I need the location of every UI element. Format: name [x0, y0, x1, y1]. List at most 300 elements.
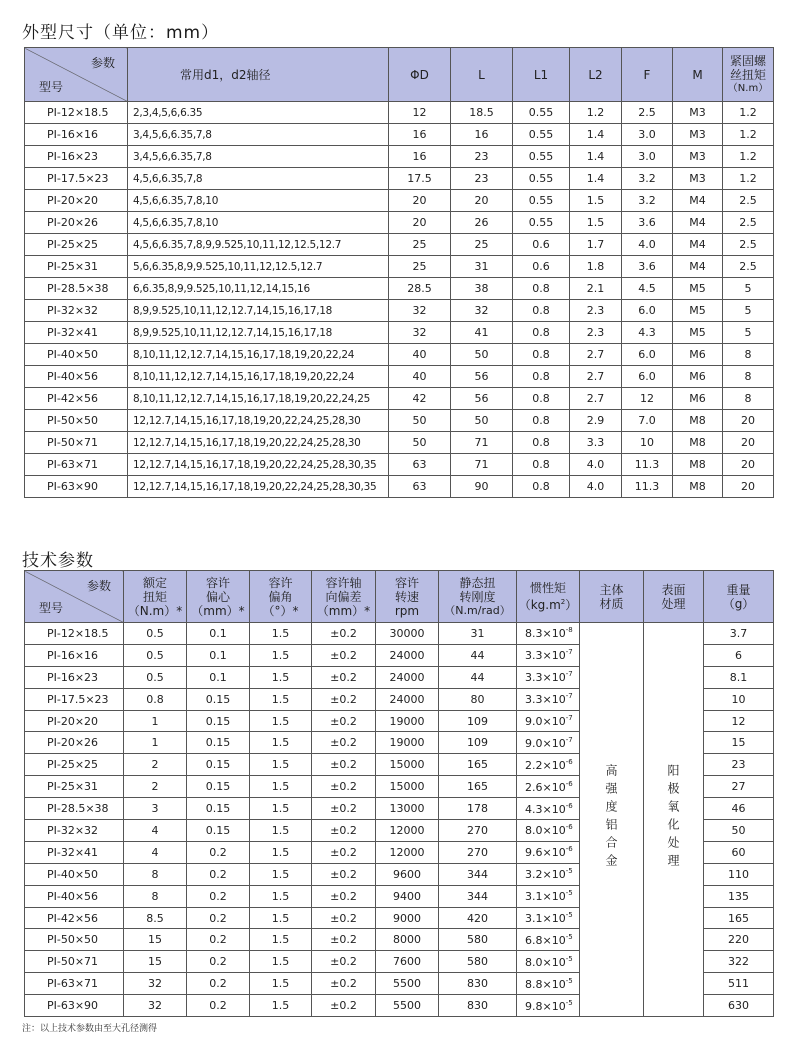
- stiffness-cell: 580: [439, 929, 517, 951]
- stiffness-cell: 830: [439, 973, 517, 995]
- axial-cell: ±0.2: [312, 885, 376, 907]
- eccentricity-cell: 0.2: [187, 973, 250, 995]
- f-cell: 3.0: [622, 124, 673, 146]
- l1-cell: 0.8: [513, 366, 570, 388]
- model-cell: PI-50×71: [25, 432, 128, 454]
- inertia-exponent: -6: [565, 823, 573, 832]
- stiffness-cell: 165: [439, 776, 517, 798]
- axial-cell: ±0.2: [312, 710, 376, 732]
- l2-cell: 1.8: [570, 256, 622, 278]
- inertia-exponent: -7: [565, 670, 573, 679]
- param-model-header: [25, 48, 128, 102]
- f-cell: 6.0: [622, 344, 673, 366]
- eccentricity-header: [187, 571, 250, 623]
- spec-table: [24, 47, 774, 498]
- bore-cell: 12,12.7,14,15,16,17,18,19,20,22,24,25,28,30,35: [128, 476, 389, 498]
- torque-cell: 1.2: [723, 102, 774, 124]
- inertia-cell: [517, 798, 580, 820]
- m-cell: M8: [673, 476, 723, 498]
- axial-cell: ±0.2: [312, 863, 376, 885]
- angle-cell: 1.5: [250, 885, 312, 907]
- rated-torque-cell: 4: [124, 841, 187, 863]
- angle-cell: 1.5: [250, 820, 312, 842]
- l-cell: 38: [451, 278, 513, 300]
- model-cell: PI-50×50: [25, 929, 124, 951]
- param-label: 参数: [86, 579, 111, 593]
- model-cell: PI-20×20: [25, 710, 124, 732]
- bore-cell: 4,5,6,6.35,7,8: [128, 168, 389, 190]
- inertia-exponent: -6: [565, 757, 573, 766]
- rated-torque-cell: 32: [124, 995, 187, 1017]
- spec-row: [25, 212, 774, 234]
- spec-row: [25, 454, 774, 476]
- bore-cell: 5,6,6.35,8,9,9.525,10,11,12,12.5,12.7: [128, 256, 389, 278]
- torque-cell: 5: [723, 300, 774, 322]
- angle-cell: 1.5: [250, 951, 312, 973]
- l1-cell: 0.8: [513, 300, 570, 322]
- model-cell: PI-32×32: [25, 300, 128, 322]
- stiffness-cell: 830: [439, 995, 517, 1017]
- model-cell: PI-20×20: [25, 190, 128, 212]
- eccentricity-cell: 0.15: [187, 820, 250, 842]
- surface-line1: 表面: [661, 582, 686, 597]
- torque-cell: 20: [723, 410, 774, 432]
- bore-cell: 8,9,9.525,10,11,12,12.7,14,15,16,17,18: [128, 300, 389, 322]
- stiffness-cell: 44: [439, 644, 517, 666]
- l1-cell: 0.55: [513, 102, 570, 124]
- f-cell: 3.2: [622, 190, 673, 212]
- phid-cell: 20: [389, 190, 451, 212]
- weight-cell: 630: [704, 995, 774, 1017]
- l1-cell: 0.8: [513, 344, 570, 366]
- phid-cell: 50: [389, 410, 451, 432]
- speed-cell: 9400: [376, 885, 439, 907]
- m-cell: M4: [673, 256, 723, 278]
- footnote: 注：以上技术参数由至大孔径测得: [22, 1024, 158, 1034]
- phid-cell: 32: [389, 300, 451, 322]
- torque-cell: 8: [723, 344, 774, 366]
- rated-torque-line3: （N.m）*: [127, 603, 183, 618]
- speed-cell: 8000: [376, 929, 439, 951]
- f-cell: 4.3: [622, 322, 673, 344]
- weight-cell: 165: [704, 907, 774, 929]
- speed-cell: 9600: [376, 863, 439, 885]
- stiffness-cell: 178: [439, 798, 517, 820]
- inertia-base: 3.1×10: [525, 912, 566, 926]
- speed-line1: 容许: [394, 575, 419, 590]
- axial-cell: ±0.2: [312, 995, 376, 1017]
- weight-line1: 重量: [726, 582, 751, 597]
- stiffness-line2: 转刚度: [459, 589, 496, 604]
- angle-cell: 1.5: [250, 688, 312, 710]
- speed-cell: 24000: [376, 666, 439, 688]
- speed-line3: rpm: [394, 603, 420, 618]
- model-cell: PI-63×71: [25, 973, 124, 995]
- inertia-exponent: -7: [565, 692, 573, 701]
- rated-torque-line1: 额定: [142, 575, 167, 590]
- l-cell: 41: [451, 322, 513, 344]
- weight-line2: （g）: [722, 596, 755, 611]
- m-cell: M8: [673, 410, 723, 432]
- spec-row: [25, 432, 774, 454]
- f-cell: 3.0: [622, 146, 673, 168]
- l1-cell: 0.8: [513, 410, 570, 432]
- spec-row: [25, 256, 774, 278]
- axial-cell: ±0.2: [312, 907, 376, 929]
- phid-cell: 40: [389, 366, 451, 388]
- l1-cell: 0.6: [513, 234, 570, 256]
- speed-cell: 5500: [376, 995, 439, 1017]
- model-label: 型号: [39, 80, 64, 94]
- rated-torque-cell: 8: [124, 885, 187, 907]
- surface-cell: [644, 623, 704, 1017]
- inertia-base: 8.0×10: [525, 824, 566, 838]
- bore-cell: 4,5,6,6.35,7,8,10: [128, 212, 389, 234]
- spec-row: [25, 234, 774, 256]
- weight-cell: 3.7: [704, 623, 774, 645]
- param-label: 参数: [90, 56, 115, 70]
- phid-cell: 20: [389, 212, 451, 234]
- rated-torque-cell: 8.5: [124, 907, 187, 929]
- rated-torque-cell: 15: [124, 951, 187, 973]
- inertia-exponent: -5: [565, 998, 573, 1007]
- bore-cell: 12,12.7,14,15,16,17,18,19,20,22,24,25,28,30,35: [128, 454, 389, 476]
- model-cell: PI-42×56: [25, 388, 128, 410]
- torque-cell: 1.2: [723, 124, 774, 146]
- angle-cell: 1.5: [250, 798, 312, 820]
- l2-cell: 2.1: [570, 278, 622, 300]
- f-cell: 4.0: [622, 234, 673, 256]
- model-cell: PI-16×16: [25, 124, 128, 146]
- torque-cell: 8: [723, 366, 774, 388]
- model-cell: PI-25×31: [25, 776, 124, 798]
- l2-cell: 2.7: [570, 388, 622, 410]
- speed-cell: 12000: [376, 841, 439, 863]
- l2-cell: 4.0: [570, 454, 622, 476]
- inertia-cell: [517, 907, 580, 929]
- material-header: [580, 571, 644, 623]
- rated-torque-cell: 0.5: [124, 623, 187, 645]
- l2-header: L2: [570, 48, 622, 102]
- inertia-base: 2.2×10: [525, 758, 566, 772]
- inertia-exponent: -5: [565, 867, 573, 876]
- spec-row: [25, 476, 774, 498]
- l1-cell: 0.8: [513, 432, 570, 454]
- l2-cell: 1.4: [570, 124, 622, 146]
- m-cell: M6: [673, 344, 723, 366]
- model-cell: PI-25×25: [25, 234, 128, 256]
- angle-line1: 容许: [268, 575, 293, 590]
- phid-cell: 63: [389, 476, 451, 498]
- stiffness-cell: 44: [439, 666, 517, 688]
- inertia-cell: [517, 754, 580, 776]
- model-cell: PI-28.5×38: [25, 278, 128, 300]
- model-cell: PI-32×32: [25, 820, 124, 842]
- model-cell: PI-17.5×23: [25, 168, 128, 190]
- param-model-header: [25, 571, 124, 623]
- inertia-unit: （kg.m: [518, 598, 561, 612]
- inertia-line2: [517, 595, 579, 612]
- axial-cell: ±0.2: [312, 776, 376, 798]
- inertia-cell: [517, 710, 580, 732]
- angle-cell: 1.5: [250, 995, 312, 1017]
- inertia-exponent: -6: [565, 845, 573, 854]
- bore-cell: 2,3,4,5,6,6.35: [128, 102, 389, 124]
- eccentricity-cell: 0.15: [187, 710, 250, 732]
- l1-cell: 0.55: [513, 168, 570, 190]
- bore-cell: 4,5,6,6.35,7,8,10: [128, 190, 389, 212]
- torque-cell: 5: [723, 322, 774, 344]
- l1-cell: 0.8: [513, 322, 570, 344]
- inertia-cell: [517, 929, 580, 951]
- model-cell: PI-20×26: [25, 732, 124, 754]
- eccentricity-cell: 0.15: [187, 754, 250, 776]
- l2-cell: 3.3: [570, 432, 622, 454]
- f-cell: 6.0: [622, 300, 673, 322]
- stiffness-line3: （N.m/rad）: [444, 603, 511, 617]
- rated-torque-cell: 4: [124, 820, 187, 842]
- speed-cell: 13000: [376, 798, 439, 820]
- torque-cell: 8: [723, 388, 774, 410]
- torque-cell: 2.5: [723, 212, 774, 234]
- phid-cell: 28.5: [389, 278, 451, 300]
- stiffness-line1: 静态扭: [459, 575, 496, 590]
- m-cell: M8: [673, 432, 723, 454]
- inertia-exponent: -6: [565, 801, 573, 810]
- torque-cell: 20: [723, 432, 774, 454]
- axial-cell: ±0.2: [312, 644, 376, 666]
- axial-cell: ±0.2: [312, 666, 376, 688]
- inertia-exponent: -6: [565, 779, 573, 788]
- inertia-base: 8.3×10: [525, 627, 566, 641]
- weight-cell: 60: [704, 841, 774, 863]
- axial-cell: ±0.2: [312, 951, 376, 973]
- l2-cell: 2.3: [570, 300, 622, 322]
- m-cell: M5: [673, 300, 723, 322]
- eccentricity-cell: 0.2: [187, 995, 250, 1017]
- m-cell: M3: [673, 124, 723, 146]
- eccentricity-cell: 0.1: [187, 644, 250, 666]
- weight-cell: 12: [704, 710, 774, 732]
- phid-cell: 25: [389, 234, 451, 256]
- bore-cell: 8,10,11,12,12.7,14,15,16,17,18,19,20,22,24,25: [128, 388, 389, 410]
- inertia-base: 2.6×10: [525, 780, 566, 794]
- weight-header: [704, 571, 774, 623]
- stiffness-cell: 109: [439, 710, 517, 732]
- speed-cell: 15000: [376, 754, 439, 776]
- torque-header: [723, 48, 774, 102]
- eccentricity-cell: 0.15: [187, 798, 250, 820]
- inertia-base: 3.3×10: [525, 693, 566, 707]
- m-header: M: [673, 48, 723, 102]
- axial-cell: ±0.2: [312, 623, 376, 645]
- bore-cell: 8,9,9.525,10,11,12,12.7,14,15,16,17,18: [128, 322, 389, 344]
- axial-cell: ±0.2: [312, 754, 376, 776]
- eccentricity-cell: 0.2: [187, 929, 250, 951]
- rated-torque-line2: 扭矩: [142, 589, 167, 604]
- bore-cell: 8,10,11,12,12.7,14,15,16,17,18,19,20,22,24: [128, 366, 389, 388]
- inertia-cell: [517, 841, 580, 863]
- bore-cell: 4,5,6,6.35,7,8,9,9.525,10,11,12,12.5,12.7: [128, 234, 389, 256]
- model-cell: PI-40×50: [25, 344, 128, 366]
- axial-cell: ±0.2: [312, 973, 376, 995]
- model-cell: PI-42×56: [25, 907, 124, 929]
- l1-cell: 0.8: [513, 476, 570, 498]
- inertia-cell: [517, 863, 580, 885]
- l2-cell: 4.0: [570, 476, 622, 498]
- weight-cell: 23: [704, 754, 774, 776]
- stiffness-cell: 165: [439, 754, 517, 776]
- eccentricity-cell: 0.15: [187, 688, 250, 710]
- rated-torque-cell: 1: [124, 732, 187, 754]
- stiffness-cell: 270: [439, 820, 517, 842]
- model-cell: PI-63×71: [25, 454, 128, 476]
- inertia-cell: [517, 644, 580, 666]
- inertia-base: 9.6×10: [525, 846, 566, 860]
- rated-torque-cell: 2: [124, 754, 187, 776]
- phid-cell: 12: [389, 102, 451, 124]
- speed-cell: 7600: [376, 951, 439, 973]
- rated-torque-cell: 0.8: [124, 688, 187, 710]
- m-cell: M8: [673, 454, 723, 476]
- material-line1: 主体: [599, 582, 624, 597]
- weight-cell: 27: [704, 776, 774, 798]
- phid-cell: 50: [389, 432, 451, 454]
- eccentricity-cell: 0.2: [187, 863, 250, 885]
- angle-cell: 1.5: [250, 929, 312, 951]
- speed-cell: 19000: [376, 732, 439, 754]
- l2-cell: 2.3: [570, 322, 622, 344]
- l-cell: 16: [451, 124, 513, 146]
- angle-cell: 1.5: [250, 732, 312, 754]
- inertia-cell: [517, 623, 580, 645]
- axial-line3: （mm）*: [316, 603, 371, 618]
- weight-cell: 10: [704, 688, 774, 710]
- model-cell: PI-17.5×23: [25, 688, 124, 710]
- spec-row: [25, 102, 774, 124]
- rated-torque-cell: 8: [124, 863, 187, 885]
- material-value: 高强度铝合金: [604, 764, 618, 873]
- l-cell: 31: [451, 256, 513, 278]
- l2-cell: 2.7: [570, 344, 622, 366]
- axial-line1: 容许轴: [325, 575, 362, 590]
- spec-row: [25, 366, 774, 388]
- stiffness-cell: 580: [439, 951, 517, 973]
- surface-value: 阳极氧化处理: [666, 764, 680, 873]
- m-cell: M6: [673, 366, 723, 388]
- weight-cell: 46: [704, 798, 774, 820]
- rated-torque-header: [124, 571, 187, 623]
- l2-cell: 1.4: [570, 168, 622, 190]
- f-cell: 12: [622, 388, 673, 410]
- spec-row: [25, 410, 774, 432]
- inertia-unit-close: ）: [565, 598, 578, 612]
- l1-cell: 0.55: [513, 146, 570, 168]
- torque-cell: 5: [723, 278, 774, 300]
- speed-header: [376, 571, 439, 623]
- inertia-base: 8.0×10: [525, 955, 566, 969]
- model-cell: PI-63×90: [25, 476, 128, 498]
- stiffness-cell: 344: [439, 863, 517, 885]
- l1-cell: 0.55: [513, 124, 570, 146]
- inertia-base: 6.8×10: [525, 933, 566, 947]
- inertia-base: 3.3×10: [525, 671, 566, 685]
- l-cell: 56: [451, 366, 513, 388]
- phid-cell: 17.5: [389, 168, 451, 190]
- stiffness-cell: 31: [439, 623, 517, 645]
- stiffness-cell: 270: [439, 841, 517, 863]
- weight-cell: 8.1: [704, 666, 774, 688]
- l2-cell: 1.5: [570, 212, 622, 234]
- spec-section-title: 外型尺寸（单位：mm）: [22, 23, 220, 43]
- l1-cell: 0.8: [513, 388, 570, 410]
- f-cell: 2.5: [622, 102, 673, 124]
- weight-cell: 511: [704, 973, 774, 995]
- phid-cell: 42: [389, 388, 451, 410]
- weight-cell: 220: [704, 929, 774, 951]
- stiffness-header: [439, 571, 517, 623]
- tech-header-row: [25, 571, 774, 623]
- inertia-cell: [517, 666, 580, 688]
- eccentricity-cell: 0.1: [187, 623, 250, 645]
- f-cell: 11.3: [622, 454, 673, 476]
- inertia-unit-exp: 2: [560, 598, 566, 606]
- torque-cell: 20: [723, 476, 774, 498]
- angle-cell: 1.5: [250, 841, 312, 863]
- model-label: 型号: [39, 601, 64, 615]
- spec-row: [25, 190, 774, 212]
- model-cell: PI-50×71: [25, 951, 124, 973]
- model-cell: PI-50×50: [25, 410, 128, 432]
- inertia-base: 4.3×10: [525, 802, 566, 816]
- speed-cell: 12000: [376, 820, 439, 842]
- angle-cell: 1.5: [250, 776, 312, 798]
- inertia-base: 9.8×10: [525, 999, 566, 1013]
- inertia-base: 3.3×10: [525, 649, 566, 663]
- model-cell: PI-20×26: [25, 212, 128, 234]
- torque-cell: 2.5: [723, 190, 774, 212]
- l-cell: 71: [451, 454, 513, 476]
- phid-cell: 63: [389, 454, 451, 476]
- l1-cell: 0.55: [513, 190, 570, 212]
- angle-cell: 1.5: [250, 710, 312, 732]
- inertia-exponent: -5: [565, 976, 573, 985]
- tech-section-title: 技术参数: [22, 551, 94, 571]
- f-cell: 7.0: [622, 410, 673, 432]
- m-cell: M3: [673, 146, 723, 168]
- m-cell: M5: [673, 322, 723, 344]
- model-cell: PI-40×50: [25, 863, 124, 885]
- inertia-base: 9.0×10: [525, 736, 566, 750]
- f-cell: 10: [622, 432, 673, 454]
- l2-cell: 1.4: [570, 146, 622, 168]
- l2-cell: 1.7: [570, 234, 622, 256]
- inertia-base: 9.0×10: [525, 715, 566, 728]
- inertia-exponent: -7: [565, 714, 573, 722]
- m-cell: M4: [673, 190, 723, 212]
- eccentricity-cell: 0.1: [187, 666, 250, 688]
- inertia-exponent: -5: [565, 911, 573, 920]
- eccentricity-line1: 容许: [205, 575, 230, 590]
- torque-cell: 2.5: [723, 234, 774, 256]
- spec-row: [25, 344, 774, 366]
- bore-cell: 3,4,5,6,6.35,7,8: [128, 146, 389, 168]
- tech-row: [25, 623, 774, 645]
- spec-row: [25, 278, 774, 300]
- bore-cell: 12,12.7,14,15,16,17,18,19,20,22,24,25,28,30: [128, 410, 389, 432]
- model-cell: PI-40×56: [25, 366, 128, 388]
- inertia-exponent: -7: [565, 648, 573, 657]
